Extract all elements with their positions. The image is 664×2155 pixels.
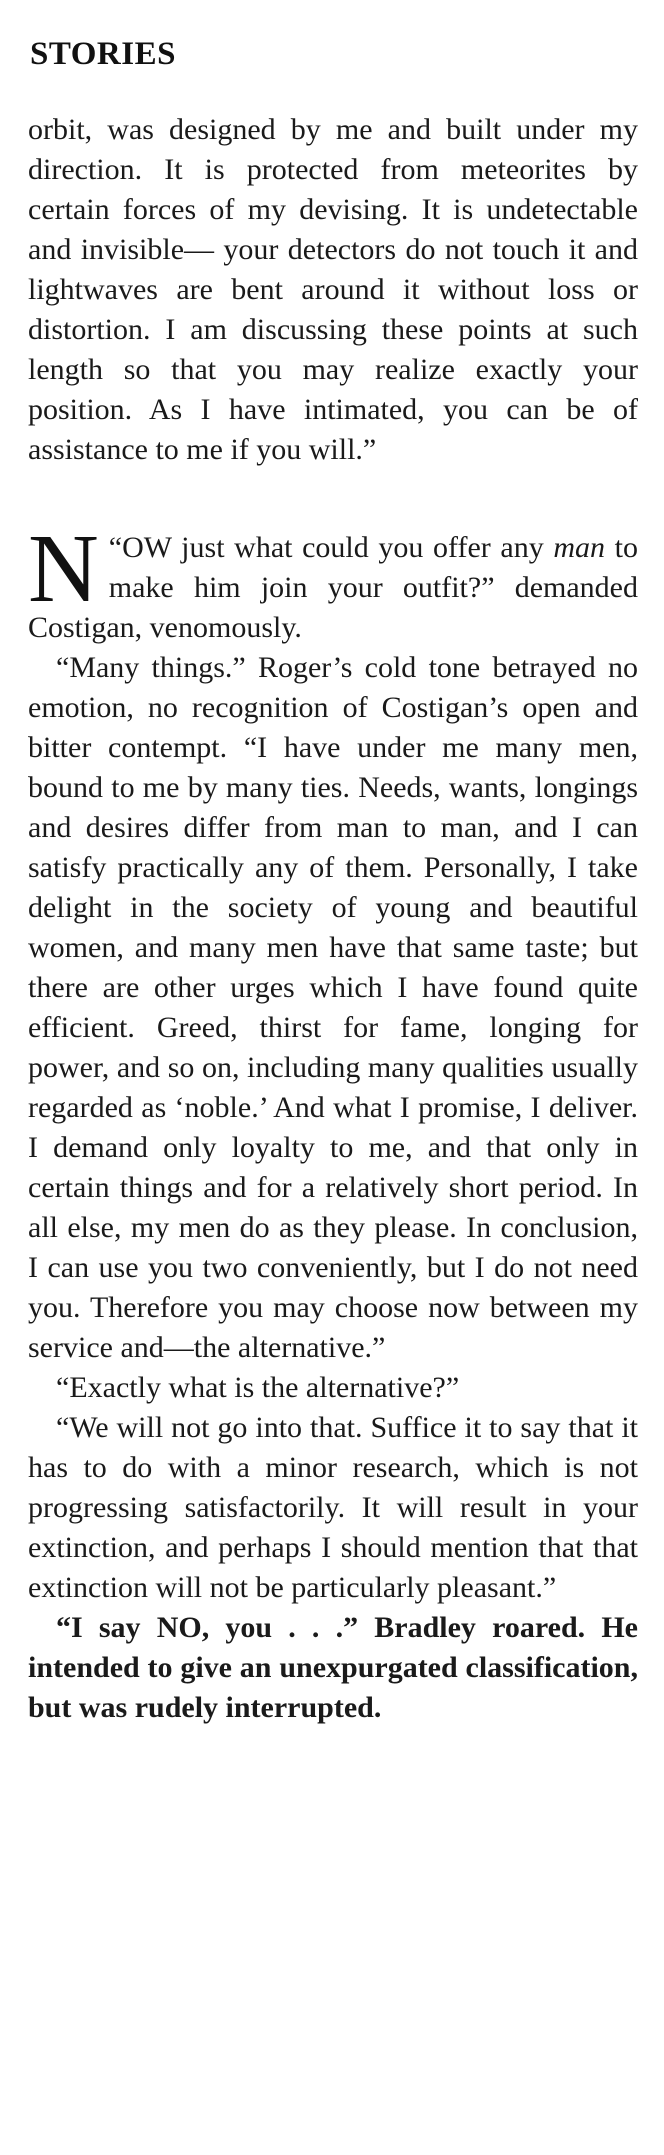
text-column (28, 110, 638, 1728)
drop-cap: N (28, 515, 99, 623)
paragraph-6: “I say NO, you . . .” Bradley roared. He intended to give an unexpurgated classification, but was rudely interrupted. (28, 1611, 638, 1724)
paragraph-5: “We will not go into that. Suffice it to say that it has to do with a minor research, which is not progressing satisfactorily. It will result in your extinction, and perhaps I should mention that that extinction will not be particularly pleasant.” (28, 1411, 638, 1604)
emphasis-man: man (553, 531, 606, 564)
section-header: STORIES (30, 36, 176, 72)
paragraph-2-text-a: OW just what could you offer any (122, 531, 554, 564)
paragraph-3: “Many things.” Roger’s cold tone betrayed no emotion, no recognition of Costigan’s open and bitter contempt. “I have under me many men, bound to me by many ties. Needs, wants, longings and desires differ from man to man, and I can satisfy practically any of them. Personally, I take delight in the society of young and beautiful women, and many men have that same taste; but there are other urges which I have found quite efficient. Greed, thirst for fame, longing for power, and so on, including many qualities usually regarded as ‘noble.’ And what I promise, I deliver. I demand only loyalty to me, and that only in certain things and for a relatively short period. In all else, my men do as they please. In conclusion, I can use you two conveniently, but I do not need you. Therefore you may choose now between my service and—the alternative.” (28, 651, 638, 1364)
paragraph-2 (28, 515, 638, 648)
section-break (28, 470, 638, 528)
paragraph-2-text-b: to make him join your outfit?” demanded Costigan, venomously. (28, 531, 638, 644)
paragraph-1: orbit, was designed by me and built under my direction. It is protected from meteorites by certain forces of my devising. It is undetectable and invisible— your detectors do not touch it and lightwaves are bent around it without loss or distortion. I am discussing these points at such length so that you may realize exactly your position. As I have intimated, you can be of assistance to me if you will.” (28, 113, 638, 466)
paragraph-4: “Exactly what is the alternative?” (56, 1371, 460, 1404)
open-quote: “ (108, 531, 123, 564)
